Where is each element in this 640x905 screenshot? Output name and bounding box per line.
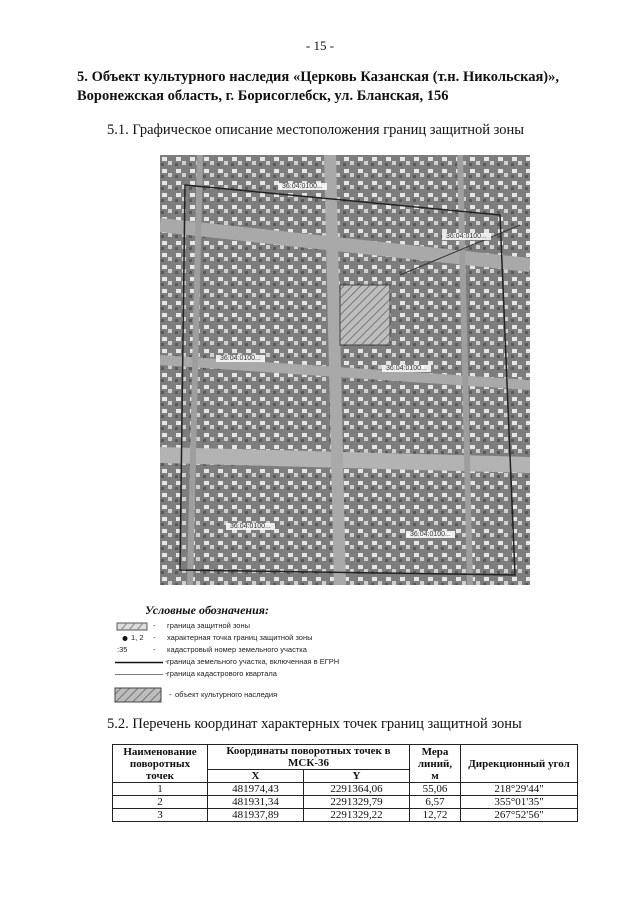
legend-text: кадастровый номер земельного участка	[167, 645, 307, 654]
hatched-box-icon: -	[113, 621, 165, 632]
map-image	[160, 155, 530, 585]
legend-text: характерная точка границ защитной зоны	[167, 633, 313, 642]
table-row: 2 481931,34 2291329,79 6,57 355°01'35"	[113, 796, 578, 809]
map-label: 36:04:0100...	[216, 355, 265, 362]
subsection-table-heading: 5.2. Перечень координат характерных точек границ защитной зоны	[107, 716, 522, 732]
dense-hatch-icon: -	[113, 687, 165, 703]
legend-text: объект культурного наследия	[175, 690, 278, 699]
header-coordinates: Координаты поворотных точек в МСК-36	[208, 745, 410, 770]
header-point-name: Наименование поворотных точек	[113, 745, 208, 783]
legend-title: Условные обозначения:	[145, 603, 269, 617]
header-x: X	[208, 770, 304, 783]
header-direction: Дирекционный угол	[461, 745, 578, 783]
legend-text: граница земельного участка, включенная в ЕГРН	[167, 657, 340, 666]
dot-icon: 1, 2 -	[113, 633, 165, 644]
map-label: 36:04:0100...	[226, 523, 275, 530]
solid-line-icon: -	[165, 657, 168, 666]
legend-text: граница кадастрового квартала	[167, 669, 277, 678]
map-label: 36:04:0100...	[406, 531, 455, 538]
map-label: 36:04:0100...	[278, 183, 327, 190]
section-title: 5. Объект культурного наследия «Церковь Казанская (т.н. Никольская)», Воронежская область, г. Борисоглебск, ул. Бланская, 156	[77, 69, 559, 104]
legend-number-label: :35	[117, 645, 128, 654]
header-y: Y	[304, 770, 410, 783]
table-row: 1 481974,43 2291364,06 55,06 218°29'44"	[113, 783, 578, 796]
map-legend: Условные обозначения: - граница защитной зоны 1, 2 - характерная точка границ защитной зоны :35 - кадастровый номер земельного участка - граница земельного участка, включенная в ЕГРН - граница кадастрового квартала - объект культурного наследия	[113, 603, 533, 618]
subsection-map-heading: 5.1. Графическое описание местоположения границ защитной зоны	[107, 122, 524, 138]
header-measure: Мера линий, м	[410, 745, 461, 783]
map-label: 36:04:0100...	[382, 365, 431, 372]
coordinates-table	[112, 744, 578, 822]
satellite-map	[160, 155, 530, 585]
thin-line-icon: -	[165, 669, 168, 678]
map-label: 36:04:0100...	[442, 233, 491, 240]
page-number: - 15 -	[305, 38, 335, 53]
legend-text: граница защитной зоны	[167, 621, 251, 630]
table-row: 3 481937,89 2291329,22 12,72 267°52'56"	[113, 809, 578, 822]
legend-point-label: 1, 2	[131, 633, 144, 642]
